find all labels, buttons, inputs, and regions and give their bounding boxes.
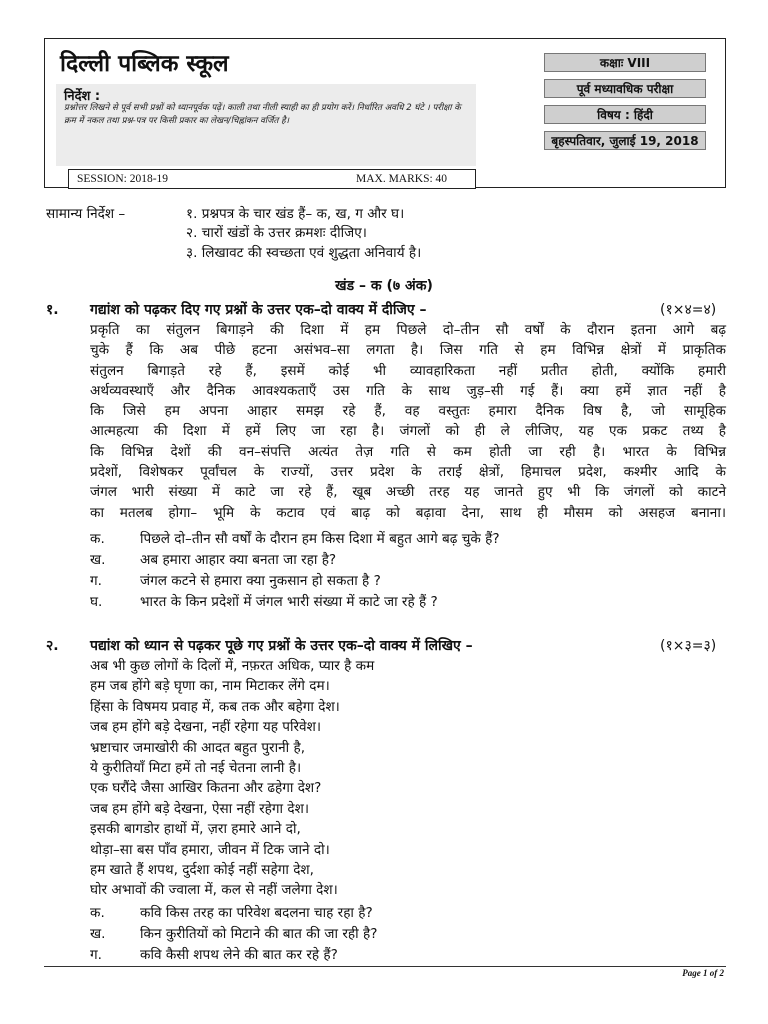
q1-sub-label: घ. — [90, 594, 103, 610]
q1-sub-label: ख. — [90, 552, 106, 568]
poem-line: ये कुरीतियाँ मिटा हमें तो नई चेतना लानी है। — [90, 760, 302, 777]
q1-marks: (१×४=४) — [660, 302, 717, 318]
poem-line: हिंसा के विषमय प्रवाह में, कब तक और बहेगा देश। — [90, 698, 340, 715]
general-item: १. प्रश्नपत्र के चार खंड हैं– क, ख, ग और घ। — [186, 206, 405, 222]
q1-number: १. — [46, 302, 59, 318]
poem-line: जब हम होंगे बड़े देखना, ऐसा नहीं रहेगा देश। — [90, 800, 309, 817]
poem-line: हम खाते हैं शपथ, दुर्दशा कोई नहीं सहेगा देश, — [90, 862, 314, 879]
passage-line: जंगल भारी संख्या में काटे जा रहे हैं, खूब अच्छी तरह यह जानते हुए भी कि जंगलों को काटने — [90, 484, 726, 501]
q2-number: २. — [46, 638, 59, 654]
q1-passage — [90, 320, 726, 523]
poem-line: भ्रष्टाचार जमाखोरी की आदत बहुत पुरानी है, — [90, 739, 306, 756]
poem-line: एक घरौंदे जैसा आखिर कितना और ढहेगा देश? — [90, 780, 322, 797]
q1-sub-label: ग. — [90, 573, 102, 589]
footer-rule — [44, 966, 726, 967]
instructions-title: निर्देश : — [64, 89, 101, 104]
q2-sub-question: कवि किस तरह का परिवेश बदलना चाह रहा है? — [140, 905, 373, 921]
passage-line: का मतलब होगा– भूमि के कटाव एवं बाढ़ को बढ़ावा देना, साथ ही मौसम को असहज बनाना। — [90, 504, 726, 521]
passage-line: चुके हैं कि अब पीछे हटना असंभव–सा लगता है। जिस गति से हम विभिन्न क्षेत्रों में प्राकृतिक — [90, 342, 726, 359]
q2-marks: (१×३=३) — [660, 638, 717, 654]
passage-line: प्रदेशों, विशेषकर पूर्वांचल के राज्यों, उत्तर प्रदेश के तराई क्षेत्रों, हिमाचल प्रदेश, कश्मीर आदि के — [90, 464, 726, 481]
poem-line: थोड़ा–सा बस पाँव हमारा, जीवन में टिक जाने दो। — [90, 841, 330, 858]
q2-sub-label: ख. — [90, 926, 106, 942]
q1-sub-question: जंगल कटने से हमारा क्या नुकसान हो सकता है ? — [140, 573, 381, 589]
q2-heading: पद्यांश को ध्यान से पढ़कर पूछे गए प्रश्नों के उत्तर एक–दो वाक्य में लिखिए – — [90, 638, 473, 654]
max-marks: MAX. MARKS: 40 — [356, 173, 448, 185]
q1-sub-question: अब हमारा आहार क्या बनता जा रहा है? — [140, 552, 337, 568]
school-name: दिल्ली पब्लिक स्कूल — [60, 51, 229, 77]
poem-line: जब हम होंगे बड़े देखना, नहीं रहेगा यह परिवेश। — [90, 719, 322, 736]
passage-line: आत्महत्या की दिशा में हमें लिए जा रहा है। जंगलों को ही ले लीजिए, यह एक प्रकट तथ्य है — [90, 423, 726, 440]
subject-box: विषय : हिंदी — [544, 105, 706, 124]
session: SESSION: 2018-19 — [77, 173, 169, 185]
q1-sub-question: भारत के किन प्रदेशों में जंगल भारी संख्या में काटे जा रहे हैं ? — [140, 594, 438, 610]
q1-heading: गद्यांश को पढ़कर दिए गए प्रश्नों के उत्तर एक–दो वाक्य में दीजिए – — [90, 302, 427, 318]
page-number: Page 1 of 2 — [682, 968, 724, 978]
general-label: सामान्य निर्देश – — [46, 206, 126, 222]
exam-box: पूर्व मध्यावधिक परीक्षा — [544, 79, 706, 98]
q2-poem — [90, 656, 374, 901]
poem-line: हम जब होंगे बड़े घृणा का, नाम मिटाकर लेंगे दम। — [90, 678, 330, 695]
q2-sub-question: कवि कैसी शपथ लेने की बात कर रहे हैं? — [140, 947, 338, 963]
session-bar — [68, 169, 476, 189]
date-box: बृहस्पतिवार, जुलाई 19, 2018 — [544, 131, 706, 150]
q1-sub-question: पिछले दो–तीन सौ वर्षों के दौरान हम किस दिशा में बहुत आगे बढ़ चुके हैं? — [140, 531, 500, 547]
passage-line: कि जिसे हम अपना आहार समझ रहे हैं, वह वस्तुतः हमारा दैनिक विष है, जो सामूहिक — [90, 403, 726, 420]
poem-line: इसकी बागडोर हाथों में, ज़रा हमारे आने दो, — [90, 821, 301, 838]
class-box: कक्षाः VIII — [544, 53, 706, 72]
passage-line: अर्थव्यवस्थाएँ और दैनिक आवश्यकताएँ उस गति के साथ जुड़–सी गई हैं। क्या हमें ज्ञात नहीं है — [90, 382, 726, 399]
passage-line: प्रकृति का संतुलन बिगाड़ने की दिशा में हम पिछले दो–तीन सौ वर्षों के दौरान इतना आगे बढ़ — [90, 322, 726, 338]
general-item: २. चारों खंडों के उत्तर क्रमशः दीजिए। — [186, 225, 367, 241]
poem-line: घोर अभावों की ज्वाला में, कल से नहीं जलेगा देश। — [90, 882, 338, 899]
passage-line: कि विभिन्न देशों की वन–संपत्ति अत्यंत तेज़ गति से कम होती जा रही है। भारत के विभिन्न — [90, 443, 726, 460]
instructions-text: प्रश्नोत्तर लिखने से पूर्व सभी प्रश्नों को ध्यानपूर्वक पढ़ें। काली तथा नीली स्याही का ही प्रयोग करें। निर्धारित अवधि 2 घंटे । परीक्षा के क्रम में नकल तथा प्रश्न-पत्र पर किसी प्रकार का लेखन/चिह्नांकन वर्जित है। — [64, 103, 461, 126]
general-item: ३. लिखावट की स्वच्छता एवं शुद्धता अनिवार्य है। — [186, 245, 422, 261]
q2-sub-label: ग. — [90, 947, 102, 963]
poem-line: अब भी कुछ लोगों के दिलों में, नफ़रत अधिक, प्यार है कम — [90, 658, 375, 674]
q2-sub-label: क. — [90, 905, 105, 921]
q1-sub-label: क. — [90, 531, 105, 547]
section-title: खंड – क (७ अंक) — [335, 278, 433, 294]
q2-sub-question: किन कुरीतियों को मिटाने की बात की जा रही है? — [140, 926, 378, 942]
passage-line: संतुलन बिगाड़ते रहे हैं, इसमें कोई भी व्यावहारिकता नहीं प्रतीत होती, क्योंकि हमारी — [90, 362, 726, 379]
